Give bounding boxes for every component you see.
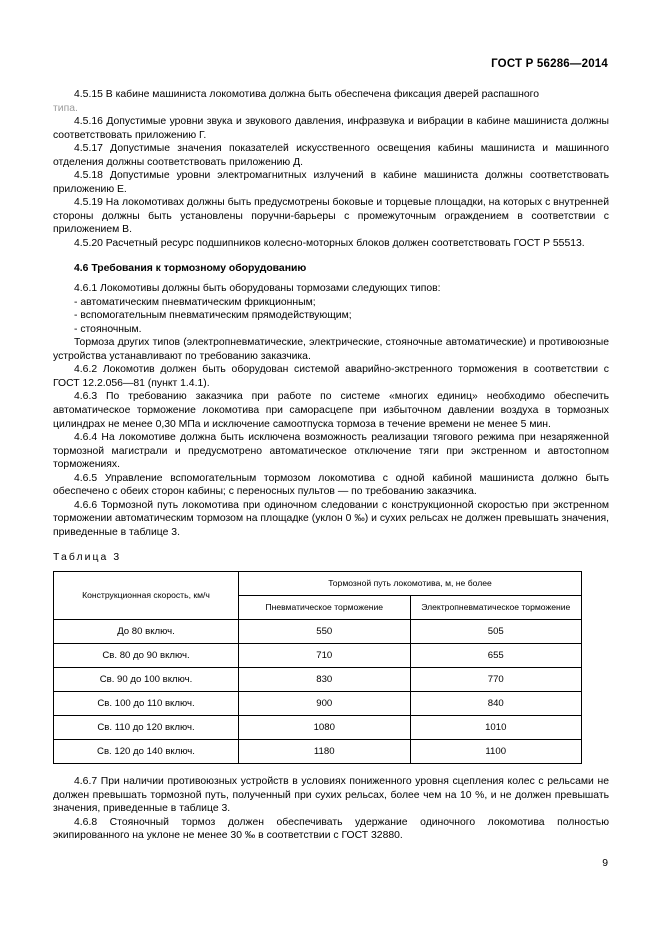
cell-speed: До 80 включ. (54, 620, 239, 644)
paragraph-4-5-15-continuation: типа. (53, 102, 78, 114)
table-row (54, 668, 582, 692)
cell-speed: Св. 110 до 120 включ. (54, 716, 239, 740)
list-item-brake-type: - стояночным. (74, 323, 142, 335)
running-header-standard-ref: ГОСТ Р 56286—2014 (491, 58, 608, 70)
table-row (54, 716, 582, 740)
cell-electropneumatic: 505 (410, 620, 582, 644)
paragraph-4-6-5: 4.6.5 Управление вспомогательным тормозом локомотива с одной кабиной машиниста должно быть обеспечено с обеих сторон кабины; с переносных пультов — по требованию заказчика. (53, 472, 609, 498)
cell-electropneumatic: 770 (410, 668, 582, 692)
paragraph-4-6-4: 4.6.4 На локомотиве должна быть исключена возможность реализации тягового режима при незаряженной тормозной магистрали и предусмотрено автоматическое отключение тяги при экстренном и автостопном торможениях. (53, 432, 609, 471)
paragraph-4-5-19: 4.5.19 На локомотивах должны быть предусмотрены боковые и торцевые площадки, на которых с внутренней стороны должны быть установлены поручни-барьеры с промежуточным ограждением в соответствии с приложением В. (53, 197, 609, 236)
table-header-electropneumatic: Электропневматическое торможение (410, 596, 582, 620)
cell-pneumatic: 1080 (239, 716, 411, 740)
page-number: 9 (602, 858, 608, 869)
list-item-brake-type: - вспомогательным пневматическим прямодействующим; (74, 310, 352, 322)
paragraph-4-5-17: 4.5.17 Допустимые значения показателей искусственного освещения кабины машиниста и машинного отделения должны соответствовать приложению Д. (53, 143, 609, 168)
table-body (54, 620, 582, 764)
paragraph-4-6-7: 4.6.7 При наличии противоюзных устройств в условиях пониженного уровня сцепления колес с рельсами не должен превышать тормозной путь, полученный при сухих рельсах, более чем на 10 %, и не должен превышать значения, приведенные в таблице 3. (53, 776, 609, 815)
paragraph-4-5-20: 4.5.20 Расчетный ресурс подшипников колесно-моторных блоков должен соответствовать ГОСТ Р 55513. (74, 238, 585, 250)
table-header-group-brake-distance: Тормозной путь локомотива, м, не более (239, 572, 582, 596)
page-content (53, 88, 609, 843)
table-row (54, 740, 582, 764)
brake-distance-table (53, 571, 582, 764)
paragraph-4-5-16: 4.5.16 Допустимые уровни звука и звукового давления, инфразвука и вибрации в кабине машиниста должны соответствовать приложению Г. (53, 116, 609, 141)
paragraph-4-6-2: 4.6.2 Локомотив должен быть оборудован системой аварийно-экстренного торможения в соответствии с ГОСТ 12.2.056—81 (пункт 1.4.1). (53, 364, 609, 389)
cell-electropneumatic: 1100 (410, 740, 582, 764)
cell-pneumatic: 550 (239, 620, 411, 644)
spacer-before-heading (53, 251, 609, 262)
cell-pneumatic: 1180 (239, 740, 411, 764)
spacer-after-heading (53, 275, 609, 282)
table-head (54, 572, 582, 620)
cell-electropneumatic: 1010 (410, 716, 582, 740)
table-header-speed: Конструкционная скорость, км/ч (54, 572, 239, 620)
cell-pneumatic: 830 (239, 668, 411, 692)
cell-speed: Св. 80 до 90 включ. (54, 644, 239, 668)
cell-speed: Св. 100 до 110 включ. (54, 692, 239, 716)
table-caption: Таблица 3 (53, 551, 122, 563)
list-item-brake-type: - автоматическим пневматическим фрикционным; (74, 296, 316, 308)
cell-speed: Св. 120 до 140 включ. (54, 740, 239, 764)
paragraph-4-6-8: 4.6.8 Стояночный тормоз должен обеспечивать удержание одиночного локомотива полностью экипированного на уклоне не менее 30 ‰ в соответствии с ГОСТ 32880. (53, 816, 609, 842)
paragraph-4-6-3: 4.6.3 По требованию заказчика при работе по системе «многих единиц» необходимо обеспечить автоматическое торможение локомотива при саморасцепе при избыточном давлении воздуха в тормозных цилиндрах не менее 0,30 МПа и исключение самоотпуска тормоза в течение времени не менее 5 мин. (53, 391, 609, 430)
cell-pneumatic: 710 (239, 644, 411, 668)
section-heading-4-6: 4.6 Требования к тормозному оборудованию (74, 262, 307, 274)
spacer-before-table (53, 564, 609, 571)
paragraph-4-5-15: 4.5.15 В кабине машиниста локомотива должна быть обеспечена фиксация дверей распашного (74, 89, 539, 100)
paragraph-4-6-6: 4.6.6 Тормозной путь локомотива при одиночном следовании с конструкционной скоростью при экстренном торможении автоматическим тормозом на площадке (уклон 0 ‰) и сухих рельсах не должен превышать значения, приведенные в таблице 3. (53, 499, 609, 538)
table-row (54, 644, 582, 668)
paragraph-4-5-18: 4.5.18 Допустимые уровни электромагнитных излучений в кабине машиниста должны соответствовать приложению Е. (53, 170, 609, 195)
spacer-after-table (53, 764, 609, 775)
table-row (54, 692, 582, 716)
paragraph-4-6-1: 4.6.1 Локомотивы должны быть оборудованы тормозами следующих типов: (74, 283, 441, 295)
table-row (54, 620, 582, 644)
cell-electropneumatic: 655 (410, 644, 582, 668)
table-header-pneumatic: Пневматическое торможение (239, 596, 411, 620)
table-header-row-group (54, 572, 582, 596)
cell-speed: Св. 90 до 100 включ. (54, 668, 239, 692)
paragraph-other-brake-types: Тормоза других типов (электропневматические, электрические, стояночные автоматические) и противоюзные устройства устанавливают по требованию заказчика. (53, 337, 609, 362)
spacer-before-table-caption (53, 540, 609, 551)
cell-electropneumatic: 840 (410, 692, 582, 716)
cell-pneumatic: 900 (239, 692, 411, 716)
